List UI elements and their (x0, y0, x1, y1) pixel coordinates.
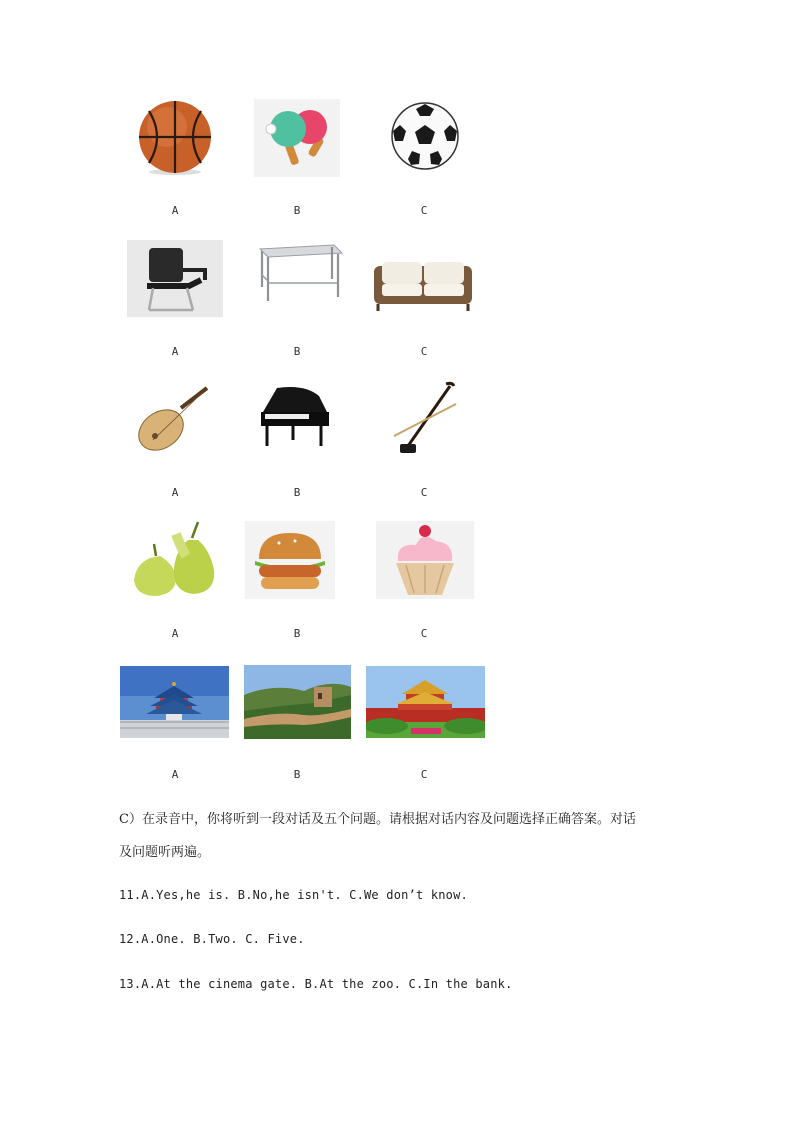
question-12: 12.A.One. B.Two. C. Five. (119, 932, 305, 946)
option-label: C (420, 768, 428, 781)
option-label: B (293, 345, 301, 358)
pears-icon (126, 520, 220, 598)
option-label: A (171, 204, 179, 217)
ping-pong-paddles-icon (254, 99, 340, 177)
option-label: B (293, 486, 301, 499)
option-label: C (420, 486, 428, 499)
pipa-icon (133, 384, 215, 456)
piano-icon (257, 382, 331, 452)
basketball-icon (135, 97, 215, 177)
temple-of-heaven-icon (120, 666, 229, 738)
option-label: C (420, 627, 428, 640)
great-wall-icon (244, 665, 351, 739)
cupcake-icon (376, 521, 474, 599)
question-11: 11.A.Yes,he is. B.No,he isn't. C.We don’t know. (119, 888, 468, 902)
office-chair-icon (127, 240, 223, 317)
option-label: C (420, 345, 428, 358)
option-label: A (171, 768, 179, 781)
tiananmen-icon (366, 666, 485, 738)
option-label: A (171, 627, 179, 640)
sofa-icon (370, 258, 476, 313)
option-label: C (420, 204, 428, 217)
option-label: B (293, 204, 301, 217)
option-label: B (293, 768, 301, 781)
section-c-instruction-cont: 及问题听两遍。 (119, 845, 211, 860)
soccer-ball-icon (390, 101, 460, 171)
option-label: A (171, 486, 179, 499)
option-label: A (171, 345, 179, 358)
table-icon (254, 241, 346, 305)
hamburger-icon (245, 521, 335, 599)
option-label: B (293, 627, 301, 640)
erhu-icon (390, 380, 462, 456)
section-c-instruction: C）在录音中，你将听到一段对话及五个问题。请根据对话内容及问题选择正确答案。对话 (119, 812, 636, 827)
question-13: 13.A.At the cinema gate. B.At the zoo. C.In the bank. (119, 977, 513, 991)
